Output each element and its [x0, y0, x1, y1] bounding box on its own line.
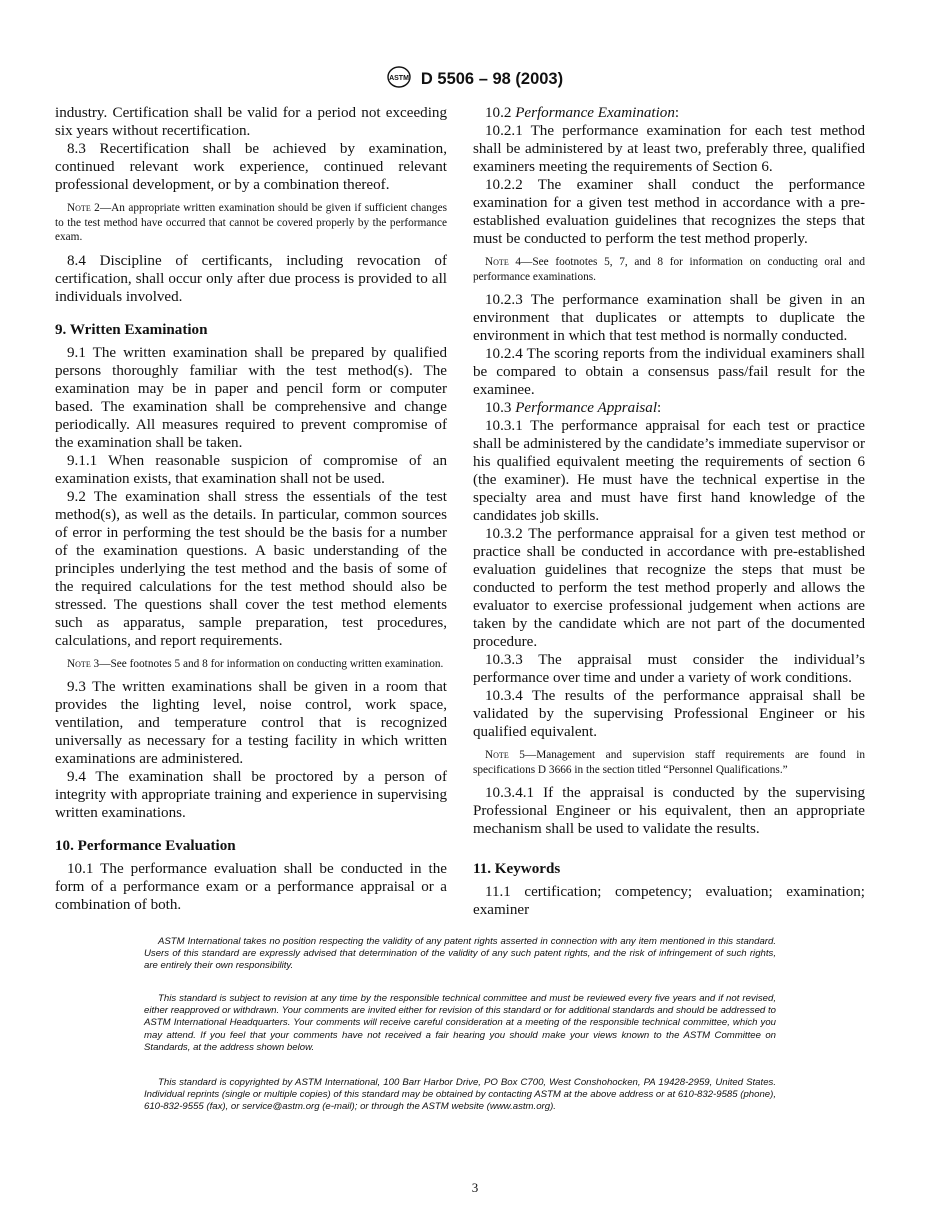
page-number: 3	[471, 1180, 479, 1195]
paragraph-10-3-1: 10.3.1 The performance appraisal for each test or practice shall be administered by the candidate’s immediate supervisor or his qualified equivalent meeting the requirements of section 6 (the examiner). He must have the technical expertise in the specialty area and must have first hand knowledge of the candidates job skills.	[473, 418, 865, 524]
left-column	[55, 104, 447, 914]
punctuation: :	[674, 105, 680, 121]
logo-text: ASTM	[388, 75, 409, 82]
note-text: 3—See footnotes 5 and 8 for information on conducting written examination.	[90, 657, 444, 670]
paragraph-10-3-2: 10.3.2 The performance appraisal for a given test method or practice shall be conducted in accordance with pre-established evaluation guidelines that recognize the steps that must be conducted to perform the test method properly and allows the evaluator to exercise professional judgement when actions are taken by the candidate which are not part of the documented procedure.	[473, 526, 865, 650]
note-label: Note	[485, 749, 509, 761]
note-2	[55, 201, 447, 245]
paragraph-9-3: 9.3 The written examinations shall be given in a room that provides the lighting level, noise control, work space, ventilation, and temperature control that is recognized universally as necessary for a testing facility in which written examinations are administered.	[55, 679, 447, 767]
paragraph-10-2-2: 10.2.2 The examiner shall conduct the performance examination for a given test method in accordance with a pre-established evaluation guidelines that recognizes the steps that must be conducted to perform the test method properly.	[473, 177, 865, 247]
note-4	[473, 255, 865, 284]
note-text: 4—See footnotes 5, 7, and 8 for information on conducting oral and performance examinations.	[473, 256, 865, 283]
section-heading-10: 10. Performance Evaluation	[55, 838, 236, 854]
footer-patent-notice	[144, 936, 776, 973]
paragraph-10-3-4: 10.3.4 The results of the performance appraisal shall be validated by the supervising Professional Engineer or his qualified equivalent.	[473, 688, 865, 740]
section-heading-9: 9. Written Examination	[55, 321, 208, 338]
astm-logo-icon	[387, 66, 411, 93]
paragraph-number: 10.2	[485, 105, 516, 121]
paragraph-8-2-cont: industry. Certification shall be valid for a period not exceeding six years without recertification.	[55, 105, 447, 139]
paragraph-10-2	[473, 104, 865, 122]
subsection-title: Performance Examination	[515, 105, 675, 121]
footer-text: This standard is copyrighted by ASTM International, 100 Barr Harbor Drive, PO Box C700, West Conshohocken, PA 19428-2959, United States. Individual reprints (single or multiple copies) of this standard may be obtained by contacting ASTM at the above address or at 610-832-9585 (phone), 610-832-9555 (fax), or service@astm.org (e-mail); or through the ASTM website (www.astm.org).	[144, 1077, 776, 1113]
note-text: 2—An appropriate written examination should be given if sufficient changes to the test method have occurred that cannot be covered properly by the performance exam.	[55, 202, 447, 243]
note-3	[55, 657, 447, 672]
subsection-title: Performance Appraisal	[515, 400, 658, 416]
paragraph-10-3-4-1: 10.3.4.1 If the appraisal is conducted by the supervising Professional Engineer or his equivalent, then an appropriate mechanism shall be used to validate the results.	[473, 785, 865, 837]
paragraph-8-3: 8.3 Recertification shall be achieved by examination, continued relevant work experience, continued relevant professional development, or by a combination thereof.	[55, 141, 447, 193]
punctuation: :	[657, 400, 662, 416]
footer-copyright-notice	[144, 1077, 776, 1114]
right-column	[473, 104, 865, 919]
note-label: Note	[485, 256, 509, 268]
standard-designation: D 5506 – 98 (2003)	[420, 70, 564, 88]
note-text: 5—Management and supervision staff requirements are found in specifications D 3666 in the section titled “Personnel Qualifications.”	[473, 749, 865, 776]
paragraph-10-2-3: 10.2.3 The performance examination shall be given in an environment that duplicates or attempts to duplicate the environment in which that test method is normally conducted.	[473, 292, 865, 344]
footer-text: This standard is subject to revision at any time by the responsible technical committee and must be reviewed every five years and if not revised, either reapproved or withdrawn. Your comments are invited either for revision of this standard or for additional standards and should be addressed to ASTM International Headquarters. Your comments will receive careful consideration at a meeting of the responsible technical committee, which you may attend. If you feel that your comments have not received a fair hearing you should make your views known to the ASTM Committee on Standards, at the address shown below.	[144, 993, 776, 1053]
paragraph-9-4: 9.4 The examination shall be proctored by a person of integrity with appropriate training and experience in supervising written examinations.	[55, 769, 447, 821]
paragraph-number: 10.3	[485, 400, 516, 416]
paragraph-10-1: 10.1 The performance evaluation shall be conducted in the form of a performance exam or a performance appraisal or a combination of both.	[55, 861, 447, 913]
paragraph-10-3	[473, 399, 865, 417]
paragraph-11-1: 11.1 certification; competency; evaluation; examination; examiner	[473, 884, 865, 918]
footer-revision-notice	[144, 993, 776, 1054]
note-label: Note	[67, 202, 91, 214]
footer-text: ASTM International takes no position respecting the validity of any patent rights asserted in connection with any item mentioned in this standard. Users of this standard are expressly advised that determination of the validity of any such patent rights, and the risk of infringement of such rights, are entirely their own responsibility.	[144, 936, 776, 972]
paragraph-10-2-1: 10.2.1 The performance examination for each test method shall be administered by at least two, preferably three, qualified examiners meeting the requirements of Section 6.	[473, 123, 865, 175]
paragraph-9-2: 9.2 The examination shall stress the essentials of the test method(s), as well as the details. In particular, common sources of error in performing the test should be the basis for a number of the examination questions. A basic understanding of the principles underlying the test method and the basis of some of the required calculations for the test method should also be stressed. The questions shall cover the test method elements such as apparatus, sample preparation, test procedures, calculations, and report requirements.	[55, 488, 447, 649]
page-header	[0, 66, 950, 93]
paragraph-9-1-1: 9.1.1 When reasonable suspicion of compromise of an examination exists, that examination shall not be used.	[55, 452, 447, 487]
paragraph-10-3-3: 10.3.3 The appraisal must consider the individual’s performance over time and under a variety of work conditions.	[473, 652, 865, 686]
note-5	[473, 748, 865, 777]
paragraph-8-4: 8.4 Discipline of certificants, including revocation of certification, shall occur only after due process is provided to all individuals involved.	[55, 252, 447, 305]
section-heading-11: 11. Keywords	[473, 861, 561, 877]
paragraph-9-1: 9.1 The written examination shall be prepared by qualified persons thoroughly familiar with the test method(s). The examination may be in paper and pencil form or computer based. The examination shall be comprehensive and change periodically. All measures required to prevent compromise of the examination shall be taken.	[55, 344, 447, 451]
paragraph-10-2-4: 10.2.4 The scoring reports from the individual examiners shall be compared to obtain a consensus pass/fail result for the examinee.	[473, 346, 865, 398]
note-label: Note	[67, 657, 91, 670]
